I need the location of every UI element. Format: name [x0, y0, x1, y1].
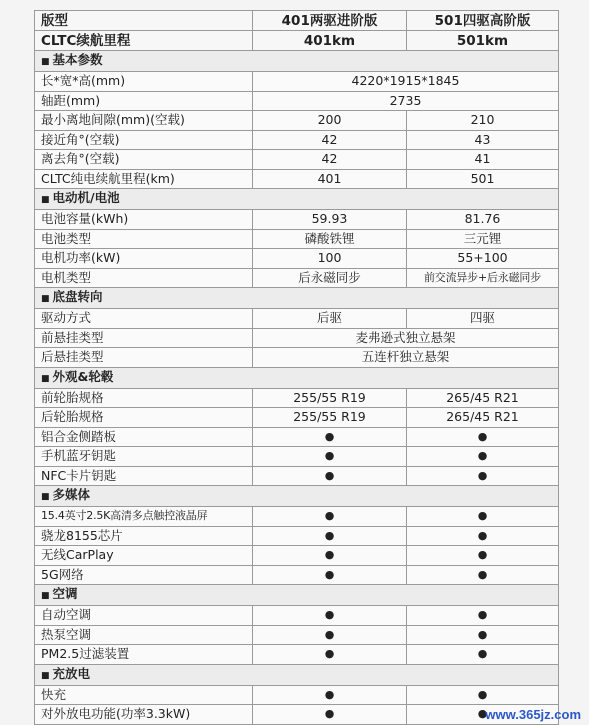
row-label: 电机类型: [35, 268, 253, 288]
section-marker-icon: ■: [41, 591, 50, 601]
feature-dot-icon: ●: [253, 645, 407, 665]
row-label: 后轮胎规格: [35, 408, 253, 428]
row-shared-value: 五连杆独立悬架: [253, 348, 559, 368]
table-row: [35, 427, 559, 447]
section-title-text: 电动机/电池: [52, 190, 120, 205]
row-label: 骁龙8155芯片: [35, 526, 253, 546]
row-label: CLTC纯电续航里程(km): [35, 169, 253, 189]
row-shared-value: 4220*1915*1845: [253, 72, 559, 92]
section-title-text: 外观&轮毂: [52, 368, 114, 384]
table-row: [35, 72, 559, 92]
row-label: 离去角°(空载): [35, 150, 253, 170]
table-row: [35, 268, 559, 288]
table-row: [35, 685, 559, 705]
row-label: 对外放电功能(功率3.3kW): [35, 705, 253, 725]
table-row: [35, 625, 559, 645]
row-value-col1: 42: [253, 130, 407, 150]
row-label: 前轮胎规格: [35, 388, 253, 408]
section-header: [35, 486, 559, 507]
feature-dot-icon: ●: [407, 466, 559, 486]
row-label: 手机蓝牙钥匙: [35, 447, 253, 467]
header-label: 版型: [35, 11, 253, 31]
section-marker-icon: ■: [41, 373, 50, 384]
row-value-col1: 255/55 R19: [253, 408, 407, 428]
section-header: [35, 664, 559, 685]
row-label: 前悬挂类型: [35, 328, 253, 348]
feature-dot-icon: ●: [253, 507, 407, 527]
feature-dot-icon: ●: [407, 507, 559, 527]
row-value-col1: 42: [253, 150, 407, 170]
section-marker-icon: ■: [41, 57, 50, 67]
section-title-text: 空调: [52, 586, 78, 601]
section-header: [35, 189, 559, 210]
header-col1: 401两驱进阶版: [253, 11, 407, 31]
feature-dot-icon: ●: [407, 447, 559, 467]
feature-dot-icon: ●: [407, 546, 559, 566]
section-marker-icon: ■: [41, 492, 50, 502]
feature-dot-icon: ●: [253, 546, 407, 566]
row-value-col2: 四驱: [407, 309, 559, 329]
cltc-row: [35, 31, 559, 51]
cltc-col2: 501km: [407, 31, 559, 51]
section-title: [35, 189, 559, 210]
table-row: [35, 565, 559, 585]
section-header: [35, 367, 559, 388]
section-title: [35, 664, 559, 685]
row-label: 铝合金侧踏板: [35, 427, 253, 447]
section-marker-icon: ■: [41, 195, 50, 205]
table-row: [35, 408, 559, 428]
table-row: [35, 249, 559, 269]
table-row: [35, 645, 559, 665]
table-row: [35, 169, 559, 189]
header-row: [35, 11, 559, 31]
row-shared-value: 2735: [253, 91, 559, 111]
feature-dot-icon: ●: [407, 606, 559, 626]
section-marker-icon: ■: [41, 670, 50, 681]
section-title-text: 基本参数: [52, 52, 103, 67]
feature-dot-icon: ●: [407, 565, 559, 585]
feature-dot-icon: ●: [253, 606, 407, 626]
table-row: [35, 210, 559, 230]
row-label: PM2.5过滤装置: [35, 645, 253, 665]
feature-dot-icon: ●: [407, 625, 559, 645]
row-value-col1: 后永磁同步: [253, 268, 407, 288]
row-label: 接近角°(空载): [35, 130, 253, 150]
table-row: [35, 526, 559, 546]
row-label: 快充: [35, 685, 253, 705]
feature-dot-icon: ●: [253, 447, 407, 467]
row-shared-value: 麦弗逊式独立悬架: [253, 328, 559, 348]
row-value-col1: 200: [253, 111, 407, 131]
row-label: 自动空调: [35, 606, 253, 626]
row-label: 长*宽*高(mm): [35, 72, 253, 92]
row-label: NFC卡片钥匙: [35, 466, 253, 486]
table-row: [35, 606, 559, 626]
row-label: 后悬挂类型: [35, 348, 253, 368]
row-label: 轴距(mm): [35, 91, 253, 111]
feature-dot-icon: ●: [253, 526, 407, 546]
table-row: [35, 150, 559, 170]
row-label: 驱动方式: [35, 309, 253, 329]
section-header: [35, 585, 559, 606]
row-value-col2: 265/45 R21: [407, 388, 559, 408]
section-header: [35, 288, 559, 309]
row-value-col2: 41: [407, 150, 559, 170]
table-row: [35, 111, 559, 131]
feature-dot-icon: ●: [407, 645, 559, 665]
table-row: [35, 348, 559, 368]
table-row: [35, 229, 559, 249]
row-label: 热泵空调: [35, 625, 253, 645]
table-row: [35, 447, 559, 467]
row-label: 电池类型: [35, 229, 253, 249]
section-title-text: 多媒体: [52, 487, 91, 502]
row-value-col2: 三元锂: [407, 229, 559, 249]
feature-dot-icon: ●: [407, 526, 559, 546]
row-label: 电机功率(kW): [35, 249, 253, 269]
section-title-text: 底盘转向: [52, 289, 103, 304]
section-title: [35, 51, 559, 72]
row-value-col2: 210: [407, 111, 559, 131]
table-row: [35, 130, 559, 150]
cltc-col1: 401km: [253, 31, 407, 51]
row-value-col1: 401: [253, 169, 407, 189]
cltc-label: CLTC续航里程: [35, 31, 253, 51]
section-header: [35, 51, 559, 72]
row-label: 15.4英寸2.5K高清多点触控液晶屏: [35, 507, 253, 527]
table-row: [35, 705, 559, 725]
row-value-col1: 磷酸铁锂: [253, 229, 407, 249]
spec-table: [34, 10, 559, 725]
row-value-col1: 59.93: [253, 210, 407, 230]
feature-dot-icon: ●: [253, 685, 407, 705]
table-row: [35, 328, 559, 348]
row-value-col2: 43: [407, 130, 559, 150]
table-row: [35, 507, 559, 527]
feature-dot-icon: ●: [253, 705, 407, 725]
row-value-col1: 100: [253, 249, 407, 269]
row-value-col2: 前交流异步+后永磁同步: [407, 268, 559, 288]
section-title: [35, 288, 559, 309]
table-row: [35, 309, 559, 329]
row-label: 最小离地间隙(mm)(空载): [35, 111, 253, 131]
table-row: [35, 466, 559, 486]
feature-dot-icon: ●: [253, 565, 407, 585]
table-row: [35, 91, 559, 111]
feature-dot-icon: ●: [253, 625, 407, 645]
section-title: [35, 585, 559, 606]
table-row: [35, 388, 559, 408]
feature-dot-icon: ●: [407, 685, 559, 705]
feature-dot-icon: ●: [407, 427, 559, 447]
header-col2: 501四驱高阶版: [407, 11, 559, 31]
row-label: 5G网络: [35, 565, 253, 585]
row-value-col2: 81.76: [407, 210, 559, 230]
section-title: [35, 486, 559, 507]
feature-dot-icon: ●: [407, 705, 559, 725]
table-row: [35, 546, 559, 566]
row-value-col2: 501: [407, 169, 559, 189]
row-value-col2: 55+100: [407, 249, 559, 269]
watermark: www.365jz.com: [485, 707, 581, 722]
feature-dot-icon: ●: [253, 466, 407, 486]
row-label: 电池容量(kWh): [35, 210, 253, 230]
section-title-text: 充放电: [52, 665, 91, 681]
section-marker-icon: ■: [41, 294, 50, 304]
row-label: 无线CarPlay: [35, 546, 253, 566]
section-title: [35, 367, 559, 388]
row-value-col2: 265/45 R21: [407, 408, 559, 428]
feature-dot-icon: ●: [253, 427, 407, 447]
row-value-col1: 后驱: [253, 309, 407, 329]
row-value-col1: 255/55 R19: [253, 388, 407, 408]
